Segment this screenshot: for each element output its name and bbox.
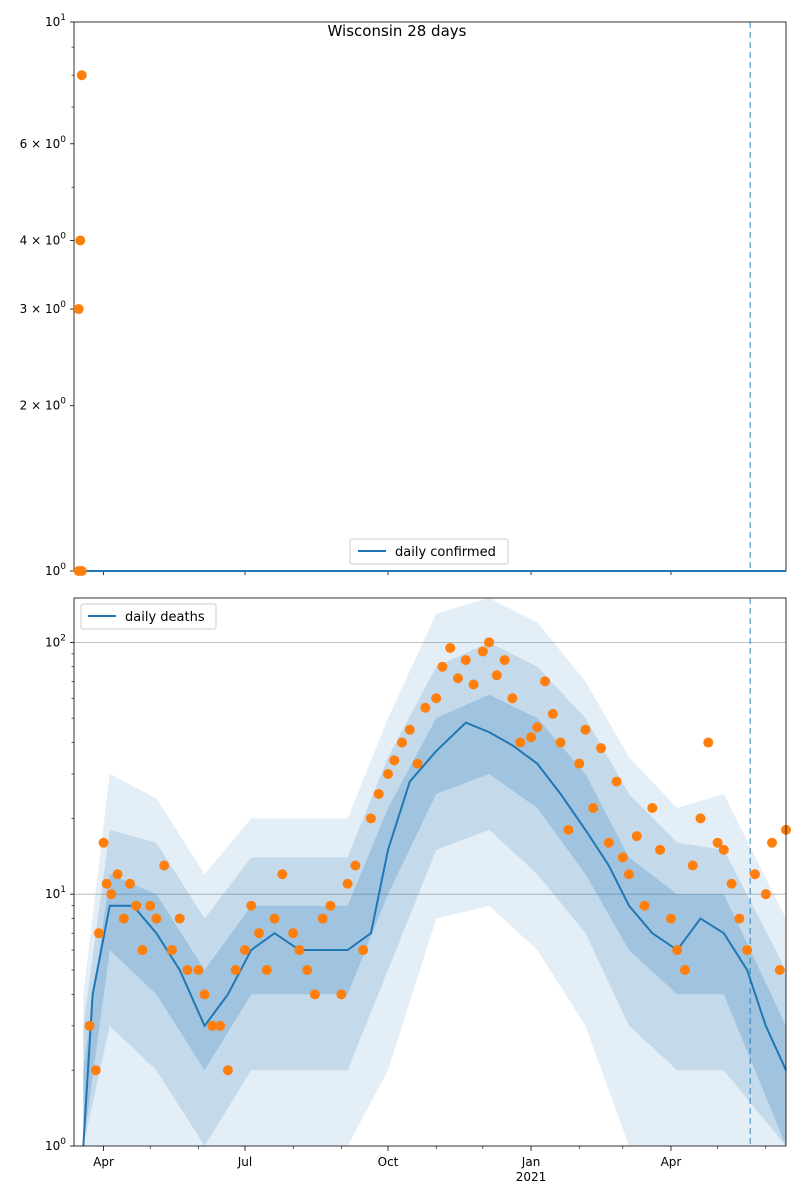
d-y-tick-label (45, 633, 66, 649)
deaths-panel (45, 598, 791, 1184)
deaths-legend (81, 604, 216, 629)
confirmed-point (74, 304, 84, 314)
deaths-point (437, 662, 447, 672)
deaths-point (113, 869, 123, 879)
deaths-point (580, 725, 590, 735)
deaths-point (526, 732, 536, 742)
confirmed-point (77, 566, 87, 576)
deaths-point (270, 914, 280, 924)
c-y-tick-base: 3 × 10 (19, 302, 61, 317)
confirmed-point (77, 70, 87, 80)
deaths-point (413, 759, 423, 769)
c-y-tick-label (20, 135, 67, 151)
deaths-point (478, 646, 488, 656)
deaths-point (761, 889, 771, 899)
c-y-tick-exponent: 1 (60, 13, 66, 23)
deaths-point (151, 914, 161, 924)
deaths-point (647, 803, 657, 813)
d-y-tick-exponent: 2 (60, 633, 66, 644)
deaths-point (680, 965, 690, 975)
c-y-tick-label (45, 562, 66, 578)
deaths-point (200, 989, 210, 999)
deaths-point (215, 1021, 225, 1031)
deaths-point (102, 879, 112, 889)
x-tick-label: Apr (93, 1155, 114, 1169)
x-tick-label: Jan (521, 1155, 541, 1169)
x-tick-label: Jul (237, 1155, 253, 1169)
deaths-point (193, 965, 203, 975)
deaths-point (612, 777, 622, 787)
deaths-point (775, 965, 785, 975)
chart-title: Wisconsin 28 days (327, 22, 467, 40)
deaths-point (596, 743, 606, 753)
c-y-tick-label (20, 231, 67, 247)
deaths-point (277, 869, 287, 879)
deaths-point (145, 901, 155, 911)
c-y-tick-exponent: 0 (60, 562, 66, 572)
deaths-point (231, 965, 241, 975)
c-y-tick-base: 4 × 10 (19, 233, 61, 248)
deaths-point (85, 1021, 95, 1031)
deaths-point (405, 725, 415, 735)
d-y-tick-base: 10 (44, 1139, 61, 1153)
deaths-point (262, 965, 272, 975)
deaths-point (91, 1065, 101, 1075)
deaths-legend-label: daily deaths (125, 610, 205, 625)
deaths-point (326, 901, 336, 911)
x-tick-label: Oct (377, 1155, 399, 1169)
deaths-point (336, 989, 346, 999)
deaths-point (366, 813, 376, 823)
confirmed-y-ticks (20, 13, 671, 578)
d-y-tick-label (45, 885, 66, 901)
deaths-point (420, 703, 430, 713)
confirmed-legend-label: daily confirmed (395, 545, 496, 560)
deaths-point (223, 1065, 233, 1075)
deaths-point (397, 738, 407, 748)
deaths-point (106, 889, 116, 899)
deaths-point (719, 845, 729, 855)
deaths-point (175, 914, 185, 924)
confirmed-panel (20, 13, 786, 578)
x-tick-year-label: 2021 (515, 1170, 547, 1184)
deaths-point (469, 680, 479, 690)
deaths-point (137, 945, 147, 955)
deaths-point (742, 945, 752, 955)
confirmed-legend (350, 539, 508, 564)
deaths-point (655, 845, 665, 855)
deaths-point (556, 738, 566, 748)
deaths-point (750, 869, 760, 879)
c-y-tick-label (20, 300, 67, 316)
c-y-tick-label (20, 397, 67, 413)
deaths-point (159, 860, 169, 870)
deaths-point (167, 945, 177, 955)
deaths-point (640, 901, 650, 911)
deaths-point (588, 803, 598, 813)
c-y-tick-exponent: 0 (60, 231, 66, 242)
deaths-point (302, 965, 312, 975)
deaths-point (318, 914, 328, 924)
deaths-point (563, 825, 573, 835)
c-y-tick-exponent: 0 (60, 300, 66, 311)
deaths-point (343, 879, 353, 889)
deaths-point (288, 928, 298, 938)
d-y-tick-base: 10 (44, 887, 61, 902)
confirmed-plot-frame (74, 22, 786, 571)
d-y-tick-label (45, 1137, 66, 1153)
c-y-tick-label (45, 13, 66, 29)
deaths-point (672, 945, 682, 955)
deaths-point (374, 789, 384, 799)
d-y-tick-exponent: 1 (60, 885, 66, 896)
deaths-point (515, 738, 525, 748)
c-y-tick-base: 10 (44, 15, 61, 29)
deaths-point (507, 693, 517, 703)
x-tick-label: Apr (660, 1155, 682, 1169)
deaths-point (632, 831, 642, 841)
deaths-point (727, 879, 737, 889)
deaths-point (695, 813, 705, 823)
deaths-point (294, 945, 304, 955)
deaths-point (548, 709, 558, 719)
x-ticks (93, 1146, 766, 1184)
deaths-point (131, 901, 141, 911)
deaths-point (254, 928, 264, 938)
deaths-point (461, 655, 471, 665)
deaths-point (734, 914, 744, 924)
confirmed-plot-area (74, 22, 786, 576)
deaths-point (703, 738, 713, 748)
deaths-point (389, 755, 399, 765)
deaths-point (492, 670, 502, 680)
confirmed-point (75, 235, 85, 245)
deaths-point (310, 989, 320, 999)
deaths-point (688, 860, 698, 870)
deaths-point (624, 869, 634, 879)
deaths-point (125, 879, 135, 889)
deaths-point (604, 838, 614, 848)
c-y-tick-base: 10 (44, 564, 61, 578)
deaths-point (358, 945, 368, 955)
deaths-y-ticks (45, 633, 74, 1153)
deaths-point (574, 759, 584, 769)
deaths-point (182, 965, 192, 975)
deaths-point (767, 838, 777, 848)
deaths-point (99, 838, 109, 848)
deaths-point (618, 852, 628, 862)
deaths-point (532, 722, 542, 732)
deaths-point (445, 643, 455, 653)
deaths-point (453, 673, 463, 683)
deaths-plot-area (74, 598, 791, 1146)
d-y-tick-base: 10 (44, 635, 61, 650)
deaths-point (500, 655, 510, 665)
deaths-point (246, 901, 256, 911)
c-y-tick-exponent: 0 (60, 396, 66, 407)
deaths-point (431, 693, 441, 703)
c-y-tick-base: 6 × 10 (19, 136, 61, 151)
c-y-tick-exponent: 0 (60, 134, 66, 145)
deaths-point (540, 676, 550, 686)
deaths-point (383, 769, 393, 779)
d-y-tick-exponent: 0 (60, 1137, 66, 1147)
deaths-point (350, 860, 360, 870)
c-y-tick-base: 2 × 10 (19, 398, 61, 413)
deaths-point (666, 914, 676, 924)
deaths-point (240, 945, 250, 955)
deaths-point (94, 928, 104, 938)
deaths-point (484, 637, 494, 647)
deaths-point (119, 914, 129, 924)
